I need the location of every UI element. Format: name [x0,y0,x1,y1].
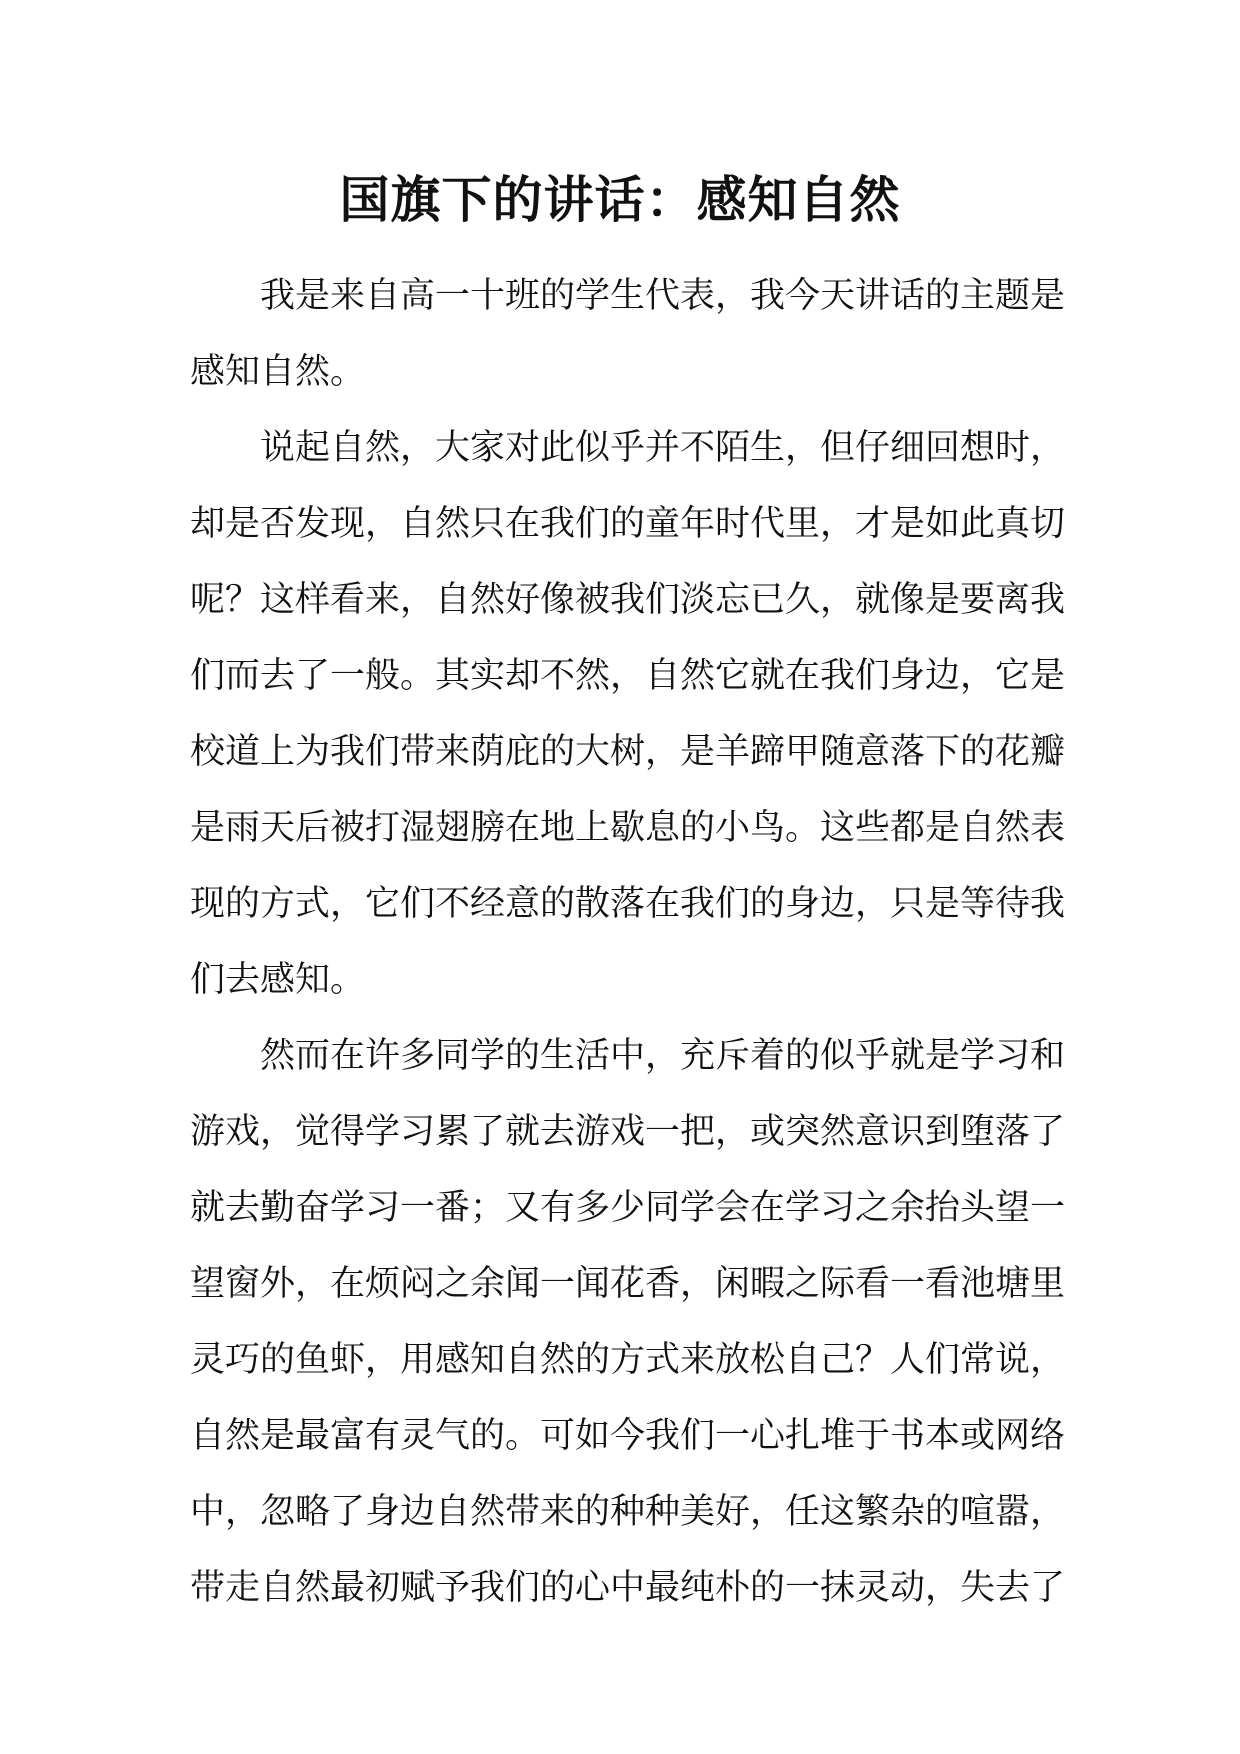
paragraph-line: 然而在许多同学的生活中，充斥着的似乎就是学习和 [260,1036,1066,1076]
paragraph-line: 现的方式，它们不经意的散落在我们的身边，只是等待我 [190,884,1066,924]
paragraph-line: 校道上为我们带来荫庇的大树，是羊蹄甲随意落下的花瓣 [190,732,1066,772]
paragraph-line: 是雨天后被打湿翅膀在地上歇息的小鸟。这些都是自然表 [190,808,1066,848]
paragraph-line: 们去感知。 [190,960,366,1000]
paragraph-line: 呢？这样看来，自然好像被我们淡忘已久，就像是要离我 [190,580,1066,620]
paragraph-line: 望窗外，在烦闷之余闻一闻花香，闲暇之际看一看池塘里 [190,1264,1066,1304]
document-title: 国旗下的讲话：感知自然 [339,170,901,229]
paragraph-line: 就去勤奋学习一番；又有多少同学会在学习之余抬头望一 [190,1188,1066,1228]
paragraph-line: 却是否发现，自然只在我们的童年时代里，才是如此真切 [190,504,1066,544]
document-body [190,258,1066,1626]
paragraph-line: 感知自然。 [190,352,366,392]
paragraph-line: 说起自然，大家对此似乎并不陌生，但仔细回想时， [260,428,1066,468]
paragraph-line: 游戏，觉得学习累了就去游戏一把，或突然意识到堕落了 [190,1112,1066,1152]
paragraph-line: 中，忽略了身边自然带来的种种美好，任这繁杂的喧嚣， [190,1492,1066,1532]
paragraph-line: 带走自然最初赋予我们的心中最纯朴的一抹灵动，失去了 [190,1568,1066,1608]
paragraph-line: 们而去了一般。其实却不然，自然它就在我们身边，它是 [190,656,1066,696]
paragraph-line: 我是来自高一十班的学生代表，我今天讲话的主题是 [260,276,1066,316]
paragraph-line: 自然是最富有灵气的。可如今我们一心扎堆于书本或网络 [190,1416,1066,1456]
paragraph-line: 灵巧的鱼虾，用感知自然的方式来放松自己？人们常说， [190,1340,1066,1380]
